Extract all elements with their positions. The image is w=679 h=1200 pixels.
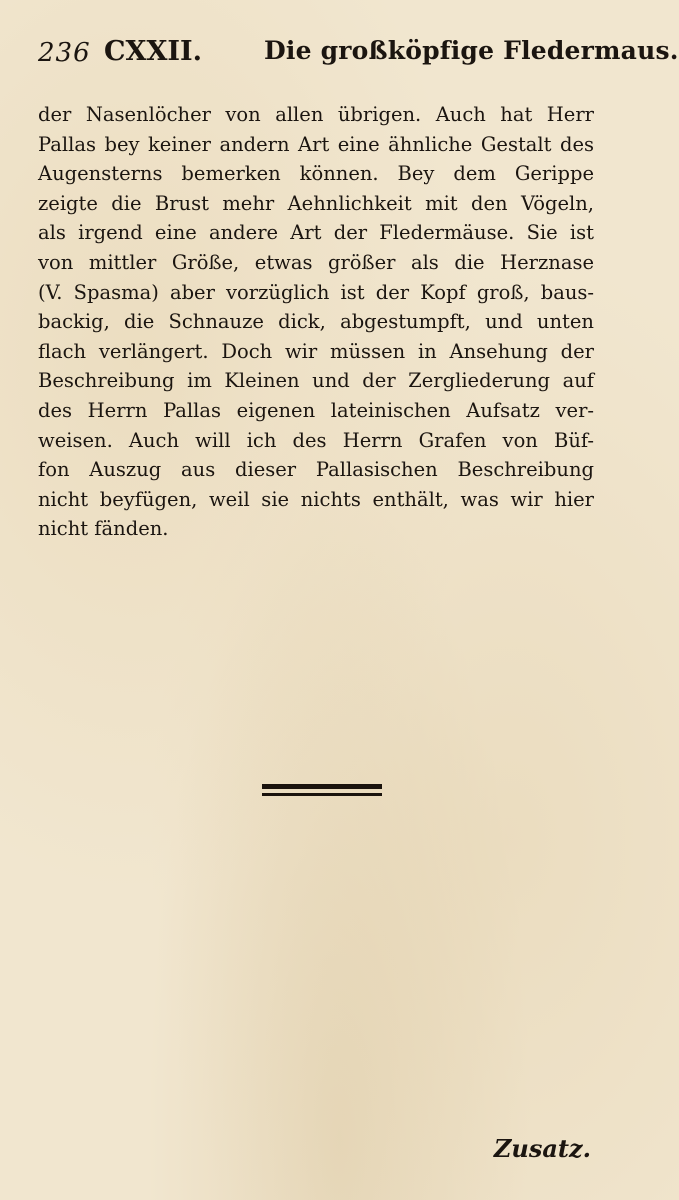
text-line: von mittler Größe, etwas größer als die Herznase (38, 250, 594, 274)
divider-thick-rule (262, 784, 382, 789)
text-line: weisen. Auch will ich des Herrn Grafen von Büf- (38, 428, 594, 452)
chapter-number: CXXII. (104, 36, 203, 67)
catchword: Zusatz. (493, 1134, 591, 1163)
chapter-title: Die großköpfige Fledermaus. (264, 36, 679, 65)
text-line: nicht fänden. (38, 517, 169, 541)
divider-thin-rule (262, 793, 382, 796)
text-line: der Nasenlöcher von allen übrigen. Auch hat Herr (38, 103, 594, 126)
section-divider (262, 784, 382, 798)
running-header (38, 28, 679, 74)
text-line: Pallas bey keiner andern Art eine ähnliche Gestalt des (38, 132, 594, 156)
text-line: des Herrn Pallas eigenen lateinischen Aufsatz ver- (38, 398, 594, 422)
text-line: flach verlängert. Doch wir müssen in Ansehung der (38, 339, 594, 363)
text-line: zeigte die Brust mehr Aehnlichkeit mit den Vögeln, (38, 191, 594, 215)
body-text (38, 100, 594, 544)
text-line: (V. Spasma) aber vorzüglich ist der Kopf groß, baus- (38, 280, 594, 304)
text-line: Beschreibung im Kleinen und der Zergliederung auf (38, 369, 594, 393)
text-line: als irgend eine andere Art der Fledermäuse. Sie ist (38, 221, 594, 245)
text-line: backig, die Schnauze dick, abgestumpft, und unten (38, 310, 594, 334)
text-line: Augensterns bemerken können. Bey dem Gerippe (38, 162, 594, 186)
text-line: nicht beyfügen, weil sie nichts enthält, was wir hier (38, 487, 594, 511)
text-line: fon Auszug aus dieser Pallasischen Beschreibung (38, 458, 594, 482)
page-number: 236 (38, 38, 91, 68)
